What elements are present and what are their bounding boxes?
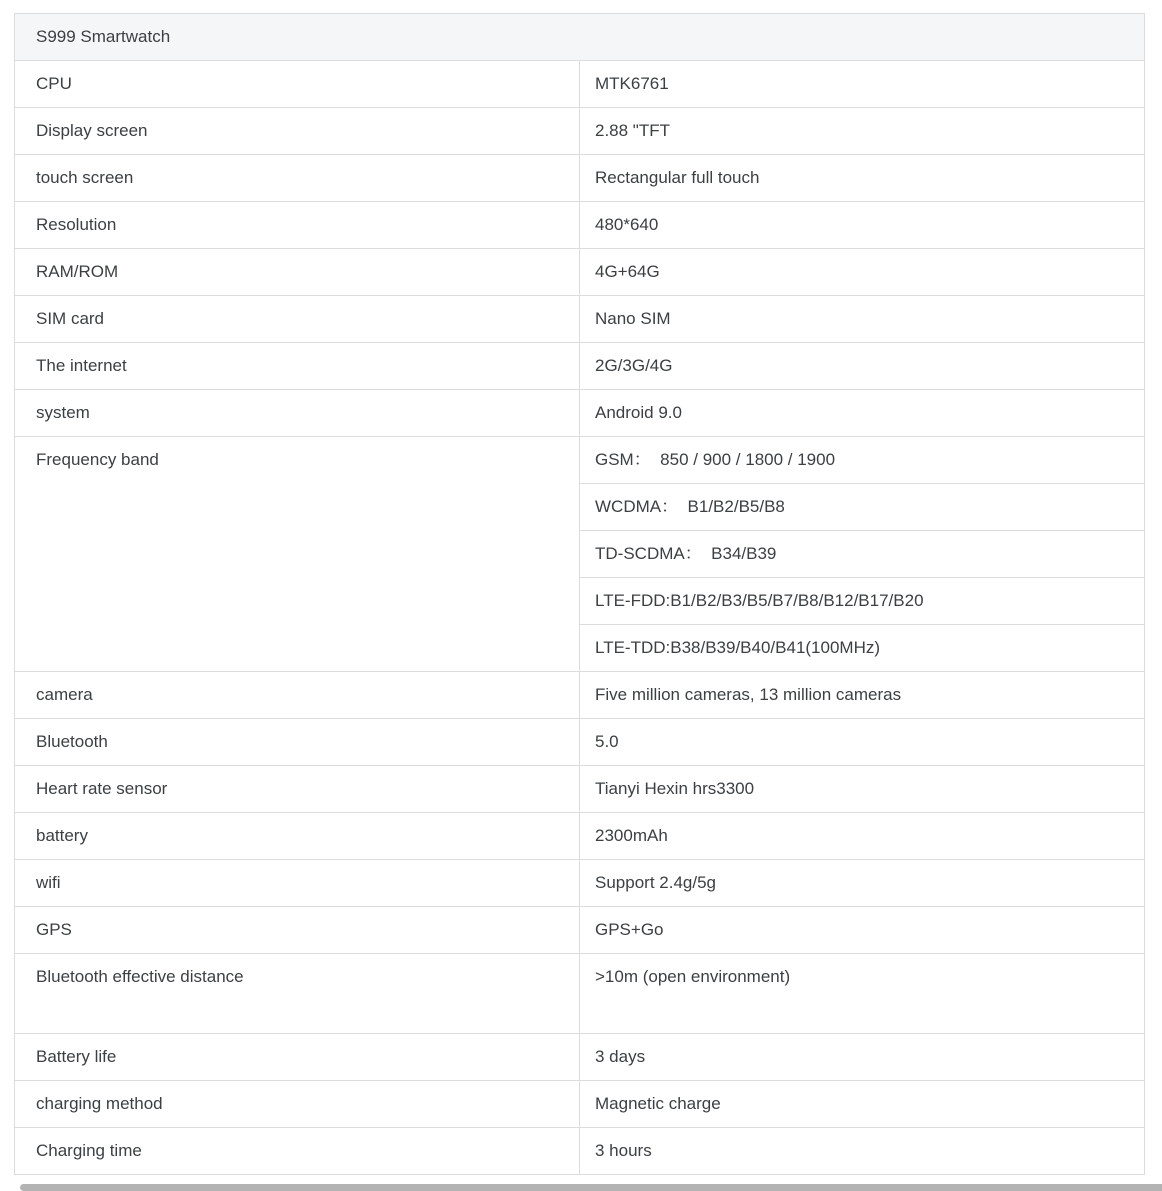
spec-label: Heart rate sensor [15, 766, 580, 813]
table-row [15, 61, 1145, 108]
spec-value: 2300mAh [580, 813, 1145, 860]
spec-label: charging method [15, 1081, 580, 1128]
spec-value: >10m (open environment) [580, 954, 1145, 1034]
table-row [15, 1034, 1145, 1081]
table-row [15, 296, 1145, 343]
table-row-bluetooth-distance [15, 954, 1145, 1034]
table-row [15, 108, 1145, 155]
table-row-frequency-band [15, 437, 1145, 484]
spec-label: Charging time [15, 1128, 580, 1175]
spec-label: battery [15, 813, 580, 860]
spec-label: Battery life [15, 1034, 580, 1081]
table-title: S999 Smartwatch [15, 14, 1145, 61]
spec-value: 5.0 [580, 719, 1145, 766]
table-row [15, 155, 1145, 202]
spec-label: Resolution [15, 202, 580, 249]
table-row [15, 1128, 1145, 1175]
spec-value: MTK6761 [580, 61, 1145, 108]
table-row [15, 672, 1145, 719]
spec-label: CPU [15, 61, 580, 108]
spec-value: LTE-FDD:B1/B2/B3/B5/B7/B8/B12/B17/B20 [580, 578, 1145, 625]
spec-label: wifi [15, 860, 580, 907]
table-row [15, 1081, 1145, 1128]
spec-value: GPS+Go [580, 907, 1145, 954]
table-row [15, 719, 1145, 766]
spec-value: WCDMA： B1/B2/B5/B8 [580, 484, 1145, 531]
table-row [15, 907, 1145, 954]
spec-value: 480*640 [580, 202, 1145, 249]
spec-label: Bluetooth [15, 719, 580, 766]
horizontal-scrollbar-thumb[interactable] [20, 1184, 1162, 1191]
spec-label: Frequency band [15, 437, 580, 672]
spec-label: The internet [15, 343, 580, 390]
spec-label: camera [15, 672, 580, 719]
spec-value: Nano SIM [580, 296, 1145, 343]
spec-value: 4G+64G [580, 249, 1145, 296]
spec-value: Rectangular full touch [580, 155, 1145, 202]
spec-table [14, 13, 1145, 1175]
table-row [15, 343, 1145, 390]
spec-label: GPS [15, 907, 580, 954]
spec-value: Android 9.0 [580, 390, 1145, 437]
spec-value: 3 days [580, 1034, 1145, 1081]
spec-value: Magnetic charge [580, 1081, 1145, 1128]
spec-value: 3 hours [580, 1128, 1145, 1175]
spec-label: Display screen [15, 108, 580, 155]
table-row [15, 390, 1145, 437]
table-row [15, 813, 1145, 860]
spec-value: 2.88 "TFT [580, 108, 1145, 155]
spec-value: Tianyi Hexin hrs3300 [580, 766, 1145, 813]
spec-label: system [15, 390, 580, 437]
spec-label: SIM card [15, 296, 580, 343]
table-title-row [15, 14, 1145, 61]
spec-label: Bluetooth effective distance [15, 954, 580, 1034]
table-row [15, 860, 1145, 907]
table-row [15, 249, 1145, 296]
table-row [15, 202, 1145, 249]
table-row [15, 766, 1145, 813]
spec-value: Five million cameras, 13 million cameras [580, 672, 1145, 719]
spec-value: LTE-TDD:B38/B39/B40/B41(100MHz) [580, 625, 1145, 672]
spec-value: TD-SCDMA： B34/B39 [580, 531, 1145, 578]
spec-label: RAM/ROM [15, 249, 580, 296]
spec-value: 2G/3G/4G [580, 343, 1145, 390]
spec-value: Support 2.4g/5g [580, 860, 1145, 907]
spec-value: GSM： 850 / 900 / 1800 / 1900 [580, 437, 1145, 484]
spec-label: touch screen [15, 155, 580, 202]
